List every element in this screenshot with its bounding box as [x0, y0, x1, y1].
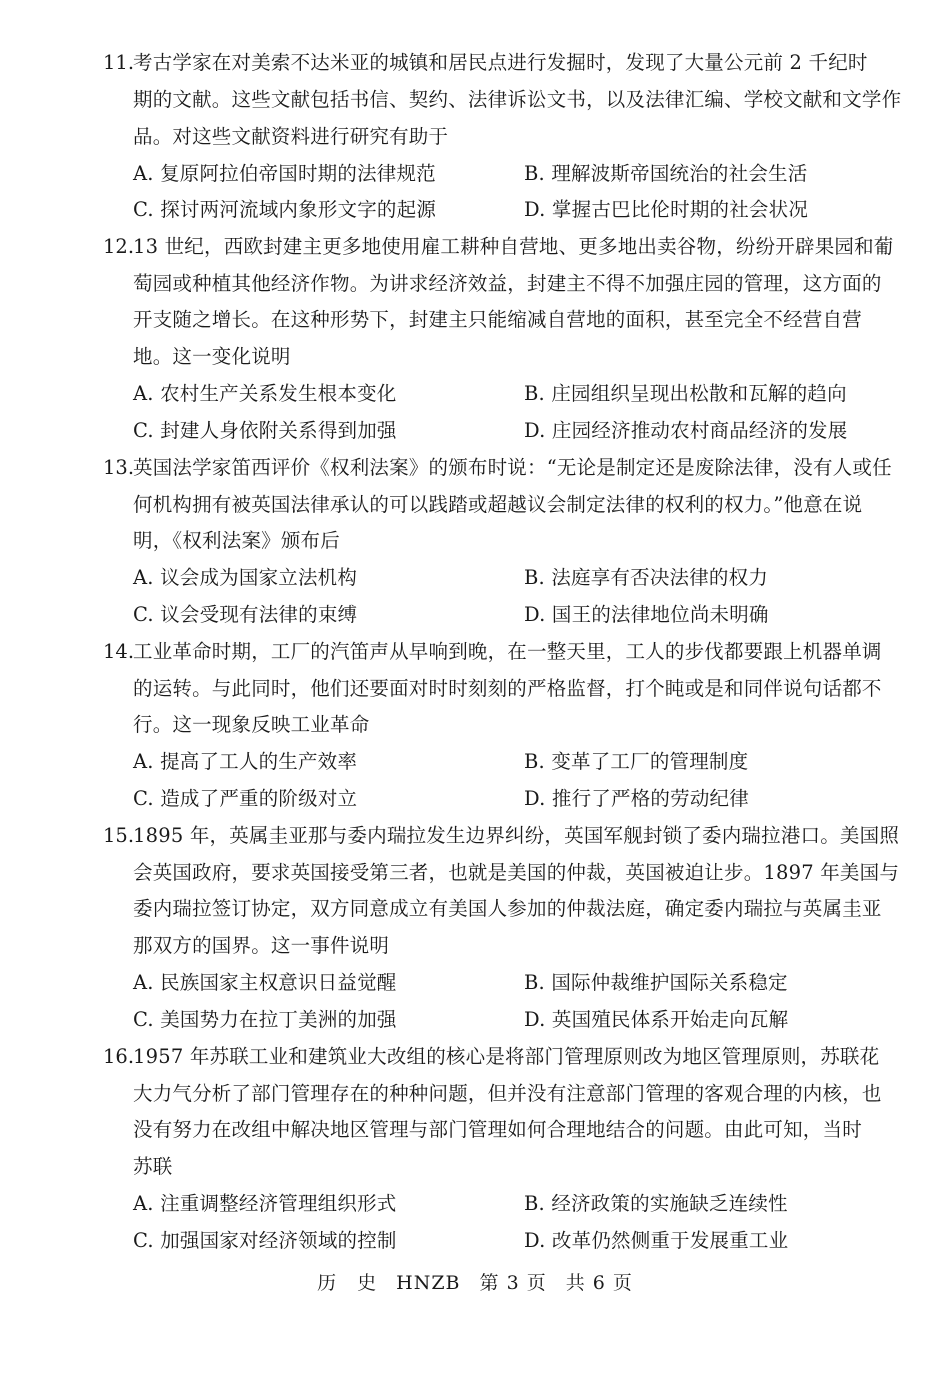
question-stem-line: 行。这一现象反映工业革命: [133, 713, 370, 736]
question-stem-line: 1957 年苏联工业和建筑业大改组的核心是将部门管理原则改为地区管理原则，苏联花: [133, 1045, 880, 1068]
question-number: 16.: [103, 1045, 135, 1068]
question-number: 11.: [103, 51, 135, 74]
question-stem-line: 大力气分析了部门管理存在的种种问题，但并没有注意部门管理的客观合理的内核，也: [133, 1082, 882, 1105]
question-stem-line: 何机构拥有被英国法律承认的可以践踏或超越议会制定法律的权利的权力。”他意在说: [133, 493, 863, 516]
option-a: A. 提高了工人的生产效率: [133, 750, 358, 773]
question-stem-line: 明，《权利法案》颁布后: [133, 529, 340, 552]
question-number: 13.: [103, 456, 135, 479]
footer-page-number: 第 3 页: [479, 1272, 547, 1294]
option-b: B. 变革了工厂的管理制度: [524, 750, 749, 773]
question-number: 14.: [103, 640, 135, 663]
option-a: A. 民族国家主权意识日益觉醒: [133, 971, 397, 994]
option-c: C. 议会受现有法律的束缚: [133, 603, 358, 626]
option-d: D. 庄园经济推动农村商品经济的发展: [524, 419, 848, 442]
option-b: B. 庄园组织呈现出松散和瓦解的趋向: [524, 382, 847, 405]
option-a: A. 注重调整经济管理组织形式: [133, 1192, 397, 1215]
question-stem-line: 13 世纪，西欧封建主更多地使用雇工耕种自营地、更多地出卖谷物，纷纷开辟果园和葡: [133, 235, 894, 258]
question-stem-line: 品。对这些文献资料进行研究有助于: [133, 125, 449, 148]
option-b: B. 经济政策的实施缺乏连续性: [524, 1192, 788, 1215]
question-stem-line: 萄园或种植其他经济作物。为讲求经济效益，封建主不得不加强庄园的管理，这方面的: [133, 272, 882, 295]
question-stem-line: 工业革命时期，工厂的汽笛声从早响到晚，在一整天里，工人的步伐都要跟上机器单调: [133, 640, 882, 663]
option-a: A. 复原阿拉伯帝国时期的法律规范: [133, 162, 436, 185]
question-stem-line: 的运转。与此同时，他们还要面对时时刻刻的严格监督，打个盹或是和同伴说句话都不: [133, 677, 882, 700]
question-stem-line: 苏联: [133, 1155, 173, 1178]
option-b: B. 理解波斯帝国统治的社会生活: [524, 162, 808, 185]
option-a: A. 农村生产关系发生根本变化: [133, 382, 397, 405]
question-stem-line: 那双方的国界。这一事件说明: [133, 934, 390, 957]
question-stem-line: 期的文献。这些文献包括书信、契约、法律诉讼文书，以及法律汇编、学校文献和文学作: [133, 88, 902, 111]
option-c: C. 封建人身依附关系得到加强: [133, 419, 397, 442]
question-stem-line: 考古学家在对美索不达米亚的城镇和居民点进行发掘时，发现了大量公元前 2 千纪时: [133, 51, 868, 74]
question-number: 15.: [103, 824, 135, 847]
question-stem-line: 开支随之增长。在这种形势下，封建主只能缩减自营地的面积，甚至完全不经营自营: [133, 308, 862, 331]
option-d: D. 国王的法律地位尚未明确: [524, 603, 769, 626]
footer-code: HNZB: [396, 1272, 461, 1294]
option-c: C. 造成了严重的阶级对立: [133, 787, 358, 810]
option-b: B. 法庭享有否决法律的权力: [524, 566, 769, 589]
option-c: C. 探讨两河流域内象形文字的起源: [133, 198, 437, 221]
question-stem-line: 地。这一变化说明: [133, 345, 291, 368]
question-number: 12.: [103, 235, 135, 258]
question-stem-line: 委内瑞拉签订协定，双方同意成立有美国人参加的仲裁法庭，确定委内瑞拉与英属圭亚: [133, 897, 882, 920]
option-d: D. 改革仍然侧重于发展重工业: [524, 1229, 789, 1252]
option-c: C. 加强国家对经济领域的控制: [133, 1229, 397, 1252]
footer-subject: 历 史: [317, 1272, 378, 1294]
option-d: D. 掌握古巴比伦时期的社会状况: [524, 198, 809, 221]
footer-total-pages: 共 6 页: [565, 1272, 633, 1294]
page-footer: [0, 1268, 950, 1298]
question-stem-line: 会英国政府，要求英国接受第三者，也就是美国的仲裁，英国被迫让步。1897 年美国与: [133, 861, 900, 884]
option-c: C. 美国势力在拉丁美洲的加强: [133, 1008, 397, 1031]
option-b: B. 国际仲裁维护国际关系稳定: [524, 971, 788, 994]
option-d: D. 英国殖民体系开始走向瓦解: [524, 1008, 789, 1031]
question-stem-line: 英国法学家笛西评价《权利法案》的颁布时说：“无论是制定还是废除法律，没有人或任: [133, 456, 892, 479]
option-d: D. 推行了严格的劳动纪律: [524, 787, 749, 810]
question-stem-line: 1895 年，英属圭亚那与委内瑞拉发生边界纠纷，英国军舰封锁了委内瑞拉港口。美国照: [133, 824, 900, 847]
question-stem-line: 没有努力在改组中解决地区管理与部门管理如何合理地结合的问题。由此可知，当时: [133, 1118, 862, 1141]
option-a: A. 议会成为国家立法机构: [133, 566, 358, 589]
